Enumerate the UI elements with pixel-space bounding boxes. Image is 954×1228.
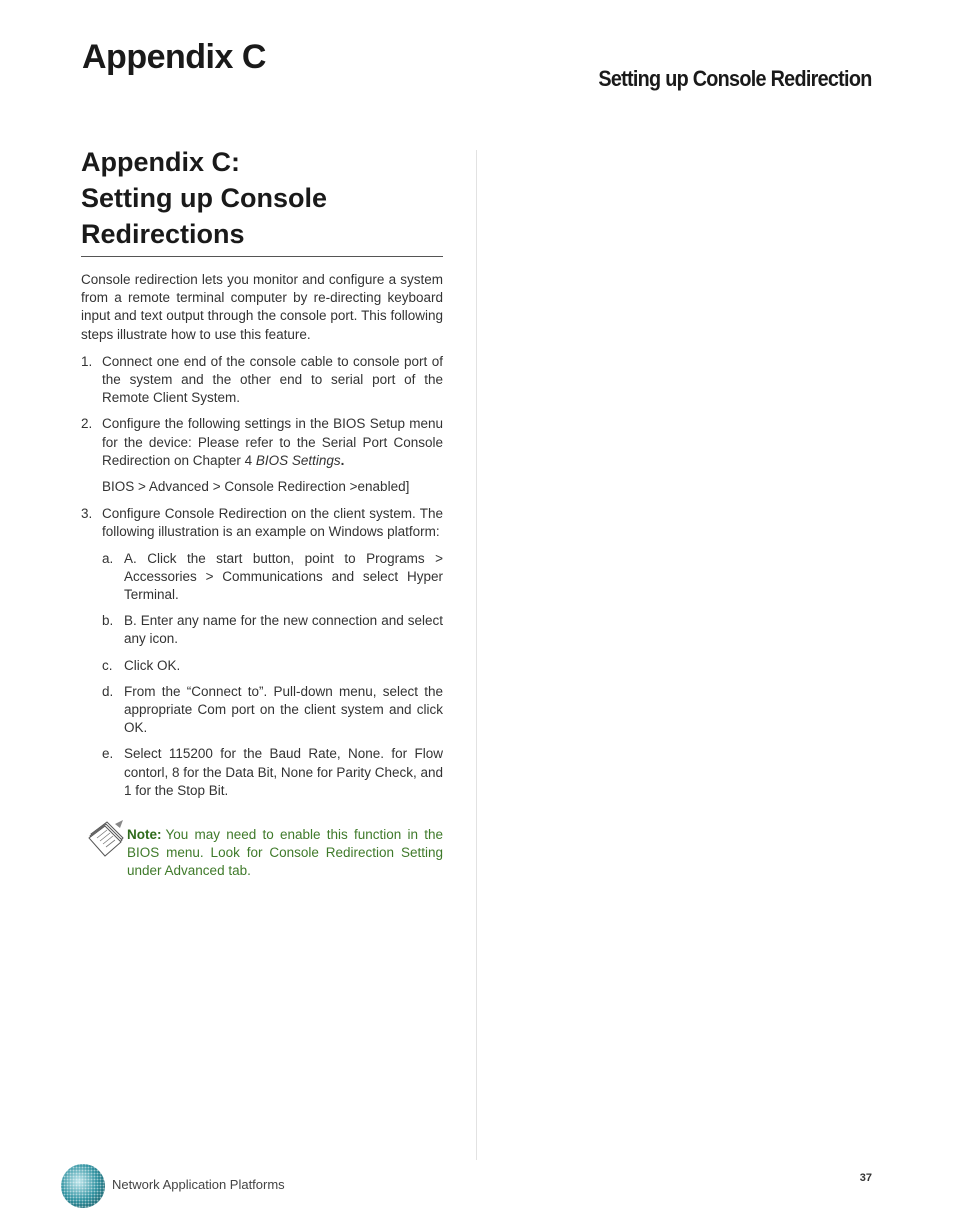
substep-text: From the “Connect to”. Pull-down menu, select the appropriate Com port on the client system and click OK. [124,683,443,736]
substep-text: B. Enter any name for the new connection and select any icon. [124,613,443,647]
substep-text: Click OK. [124,657,181,673]
substep-letter: b. [102,613,114,629]
page-number: 37 [859,1172,872,1184]
substep-item [102,657,443,675]
substep-item [102,745,443,800]
step-text-end: . [340,452,345,468]
substep-item [102,683,443,738]
note-body: You may need to enable this function in the BIOS menu. Look for Console Redirection Setting under Advanced tab. [127,827,443,879]
substep-text: Select 115200 for the Baud Rate, None. for Flow contorl, 8 for the Data Bit, None for Parity Check, and 1 for the Stop Bit. [124,746,443,798]
step-item [81,505,443,808]
bios-settings-reference: BIOS Settings [255,452,341,468]
substep-text: A. Click the start button, point to Programs > Accessories > Communications and select Hyper Terminal. [124,550,443,603]
substep-item [102,612,443,648]
note-callout [81,826,443,881]
step-number: 2. [81,416,93,432]
main-column [81,144,443,881]
appendix-header-title: Appendix C [82,38,266,76]
substep-letter: c. [102,657,113,673]
step-number: 1. [81,353,93,369]
substep-letter: d. [102,683,114,699]
chapter-title [81,144,443,257]
footer-text: Network Application Platforms [112,1177,285,1192]
step-text: Configure Console Redirection on the client system. The following illustration is an example on Windows platform: [102,506,443,540]
chapter-title-line-1: Appendix C: [81,147,240,177]
note-text [127,826,443,881]
step-number: 3. [81,506,93,522]
substep-list [102,550,443,800]
step-text [102,415,443,470]
column-divider [476,150,477,1160]
chapter-title-line-2: Setting up Console [81,183,327,213]
step-item [81,353,443,408]
substep-letter: a. [102,550,114,566]
section-header-title: Setting up Console Redirection [598,66,872,91]
bios-path: BIOS > Advanced > Console Redirection >enabled] [102,479,410,495]
substep-item [102,550,443,605]
chapter-title-line-3: Redirections [81,219,245,249]
intro-paragraph: Console redirection lets you monitor and configure a system from a remote terminal computer by re-directing keyboard input and text output through the console port. This following steps illustrate how to use this feature. [81,272,443,342]
step-text: Connect one end of the console cable to console port of the system and the other end to serial port of the Remote Client System. [102,353,443,406]
substep-letter: e. [102,746,114,762]
step-text-part: Configure the following settings in the BIOS Setup menu for the device: Please refer to the Serial Port Console Redirection on Chapter 4 [102,416,443,468]
globe-logo [60,1163,106,1209]
note-label: Note: [127,827,162,843]
notepad-icon [87,818,127,863]
step-item [81,415,443,470]
